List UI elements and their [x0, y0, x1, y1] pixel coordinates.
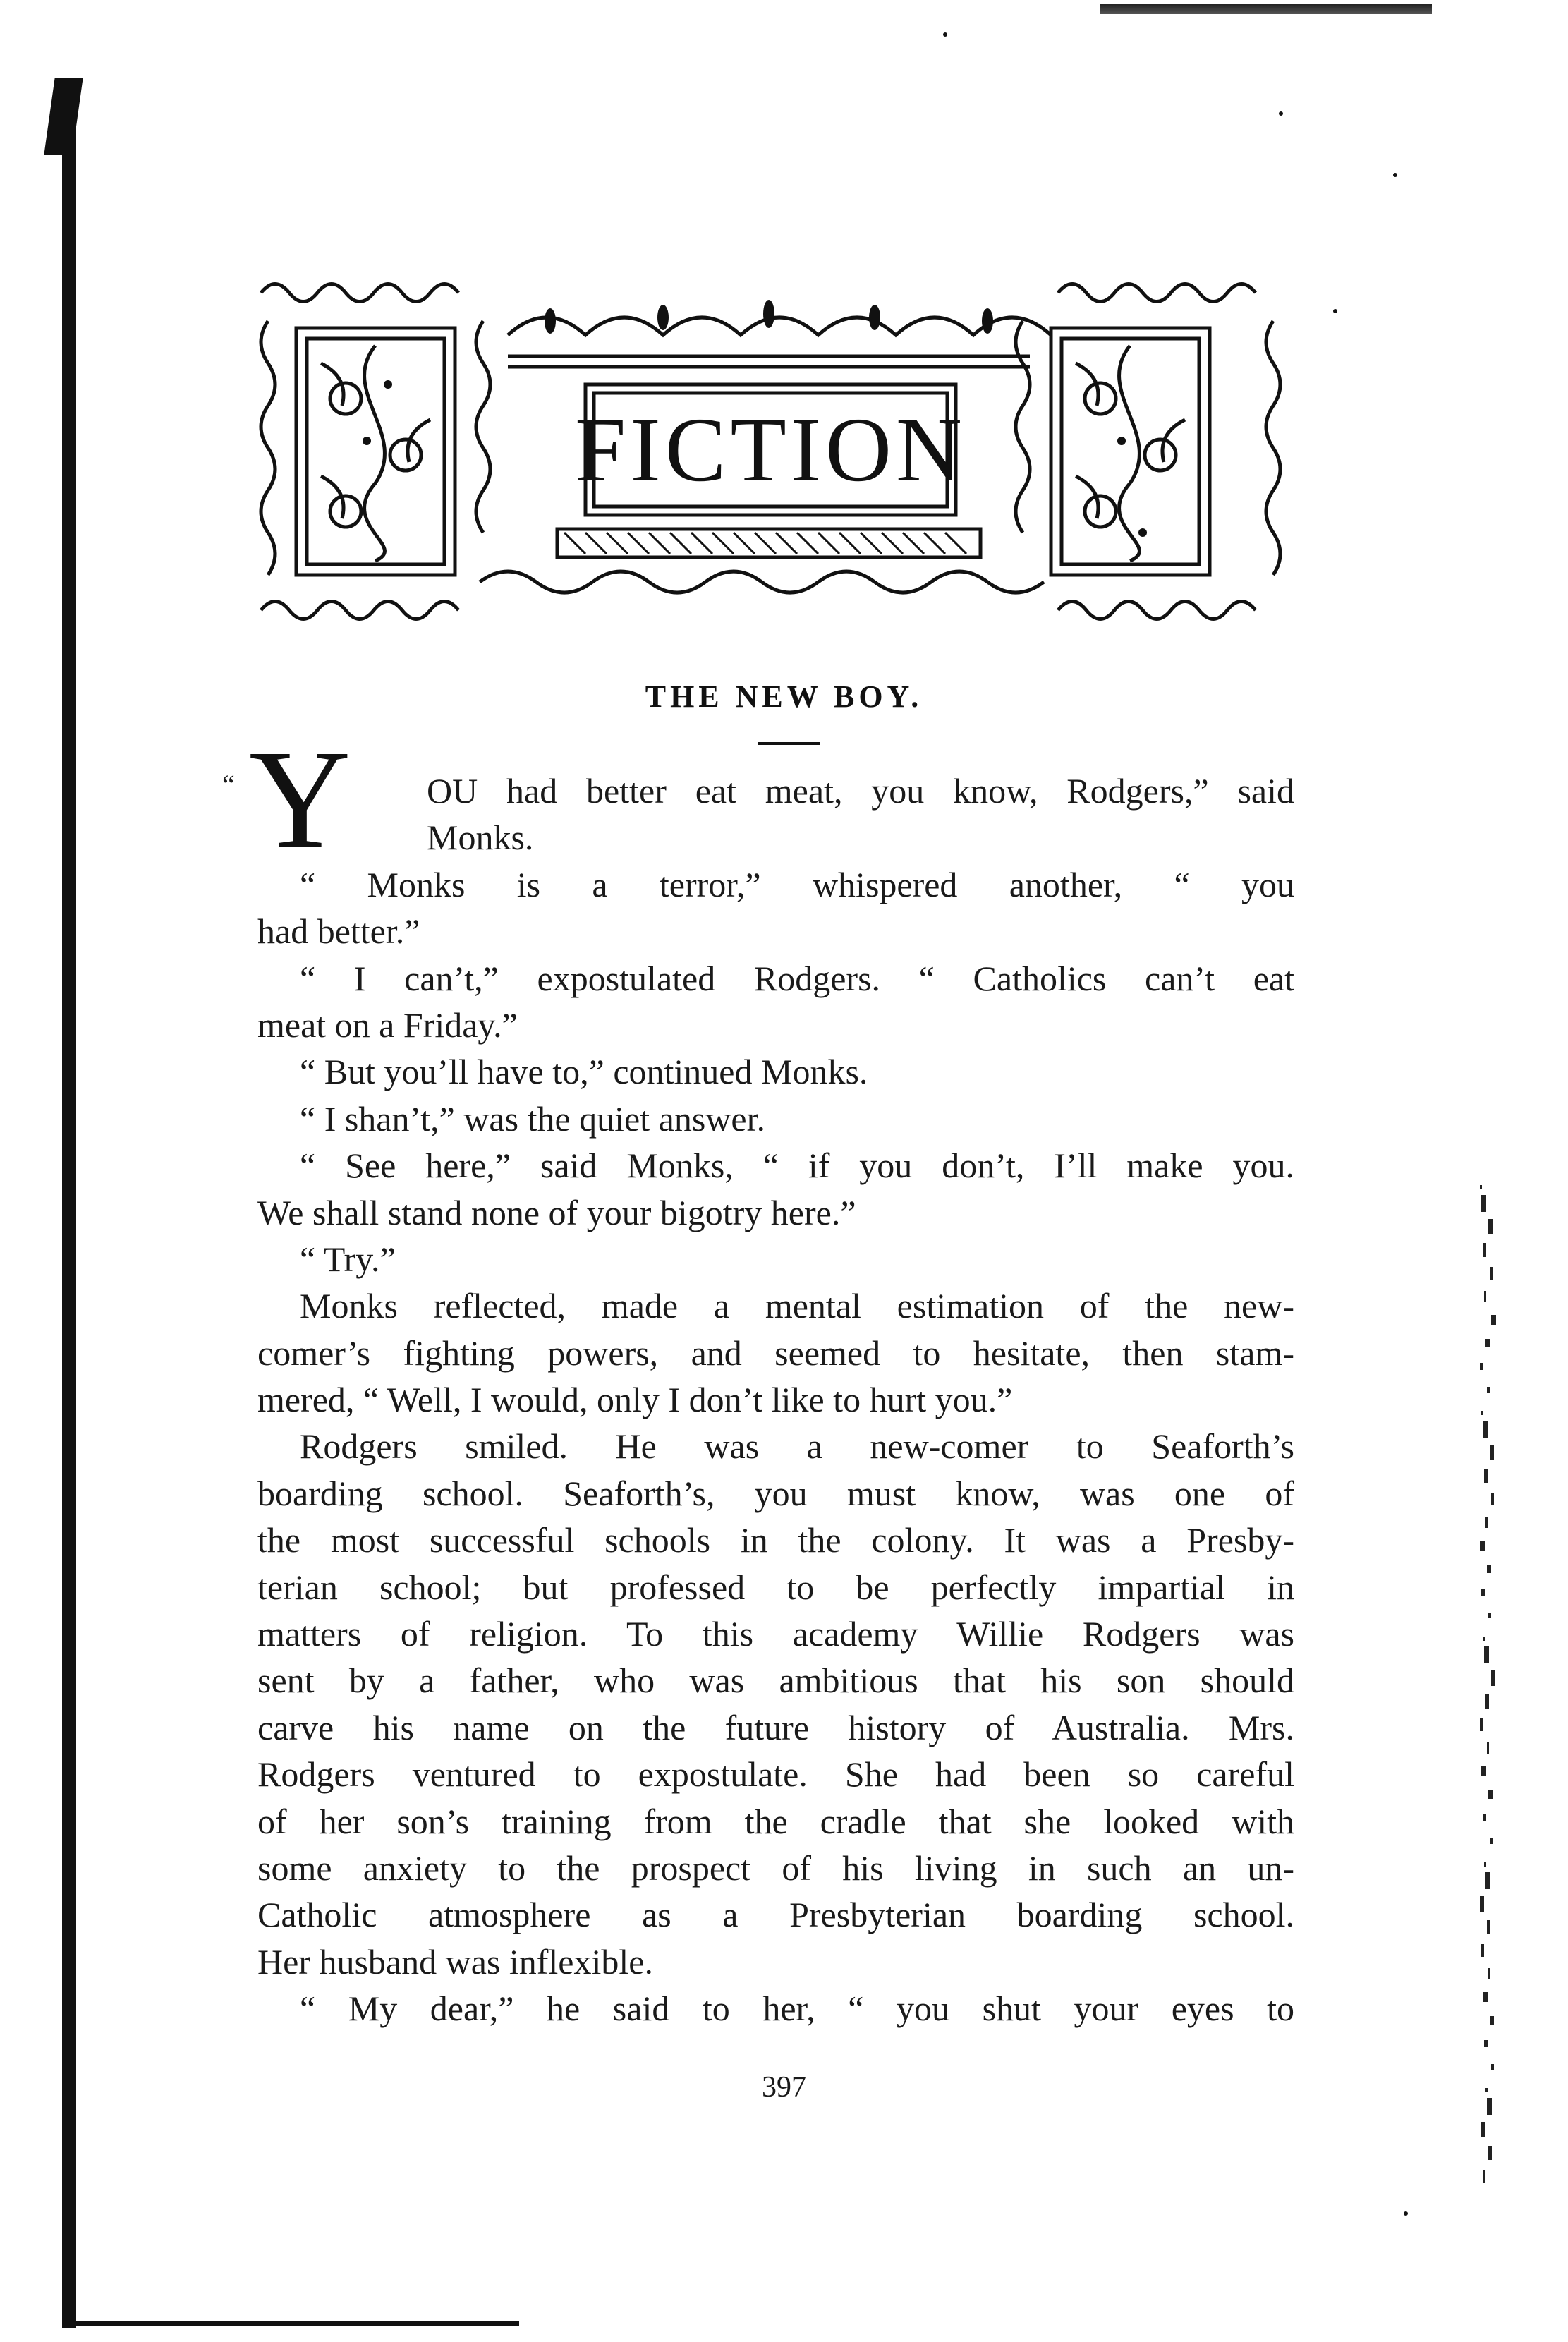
scan-speck: [1279, 111, 1283, 116]
scan-mark: [1484, 1291, 1486, 1302]
section-title: FICTION: [575, 399, 966, 501]
scan-mark: [1483, 2170, 1485, 2183]
scan-mark: [1480, 1185, 1482, 1189]
scan-mark: [1488, 2146, 1492, 2160]
scan-mark: [1485, 1694, 1489, 1709]
text-line: We shall stand none of your bigotry here.”: [257, 1192, 856, 1232]
scan-edge-bottom: [68, 2321, 519, 2326]
ornamental-header: [254, 279, 1287, 645]
scan-speck: [943, 32, 947, 37]
scan-mark: [1485, 1339, 1490, 1347]
scan-mark: [1481, 2122, 1485, 2137]
story-body: [222, 722, 1294, 2032]
scan-mark: [1483, 1243, 1486, 1257]
scan-mark: [1484, 1862, 1486, 1867]
scan-mark: [1484, 1646, 1489, 1663]
scan-mark: [1480, 1718, 1483, 1731]
scan-mark: [1488, 1968, 1490, 1979]
scan-mark: [1487, 1920, 1490, 1934]
scan-mark: [1481, 1766, 1486, 1776]
title-divider: [758, 742, 820, 745]
scan-mark: [1487, 1742, 1489, 1754]
scan-mark: [1491, 2064, 1494, 2070]
text-line: Rodgers ventured to expostulate. She had been so careful: [257, 1754, 1294, 1795]
scan-mark: [1488, 1613, 1491, 1618]
text-line: “ But you’ll have to,” continued Monks.: [300, 1052, 868, 1092]
scan-mark: [1490, 1838, 1493, 1844]
scan-marks-right: [1480, 1185, 1500, 2187]
scan-mark: [1481, 1411, 1483, 1415]
scan-mark: [1484, 2040, 1488, 2047]
scan-mark: [1490, 1445, 1494, 1460]
text-line: sent by a father, who was ambitious that his son should: [257, 1661, 1294, 1701]
scan-mark: [1490, 1267, 1493, 1280]
scan-mark: [1487, 1565, 1491, 1573]
text-line: had better.”: [257, 911, 420, 952]
text-line: “ Try.”: [300, 1239, 396, 1279]
text-line: Catholic atmosphere as a Presbyterian boarding school.: [257, 1895, 1294, 1935]
scan-mark: [1488, 1790, 1493, 1799]
scan-mark: [1483, 1992, 1488, 2002]
scan-mark: [1491, 1315, 1496, 1325]
scan-mark: [1483, 1814, 1486, 1821]
text-line: “ My dear,” he said to her, “ you shut your eyes to: [300, 1989, 1294, 2029]
text-line: “ I can’t,” expostulated Rodgers. “ Catholics can’t eat: [300, 958, 1294, 998]
scan-mark: [1483, 1421, 1488, 1438]
text-line: carve his name on the future history of Australia. Mrs.: [257, 1707, 1294, 1747]
text-line: mered, “ Well, I would, only I don’t like to hurt you.”: [257, 1380, 1013, 1420]
page-number: 397: [762, 2071, 806, 2104]
scan-mark: [1480, 1541, 1485, 1551]
text-line: some anxiety to the prospect of his living in such an un-: [257, 1847, 1294, 1888]
scan-speck: [1393, 173, 1397, 177]
dropcap-letter: Y: [249, 722, 351, 878]
text-line: comer’s fighting powers, and seemed to hesitate, then stam-: [257, 1333, 1294, 1373]
scan-mark: [1481, 1589, 1485, 1596]
text-line: terian school; but professed to be perfectly impartial in: [257, 1567, 1294, 1607]
scan-mark: [1481, 1944, 1484, 1957]
scan-mark: [1480, 1896, 1484, 1912]
scan-mark: [1488, 1219, 1493, 1234]
text-line: “ Monks is a terror,” whispered another, “ you: [300, 864, 1294, 904]
scan-mark: [1491, 1670, 1495, 1686]
text-line: Monks reflected, made a mental estimation of the new-: [300, 1286, 1294, 1326]
text-line: Rodgers smiled. He was a new-comer to Seaforth’s: [300, 1426, 1294, 1467]
scan-edge-top: [1100, 4, 1432, 14]
scan-speck: [1404, 2211, 1408, 2216]
scan-mark: [1481, 1195, 1486, 1212]
text-line: of her son’s training from the cradle that she looked with: [257, 1801, 1294, 1841]
text-line: OU had better eat meat, you know, Rodgers,” said: [427, 771, 1294, 811]
text-line: Monks.: [427, 818, 534, 858]
story-title: THE NEW BOY.: [645, 679, 923, 714]
text-line: boarding school. Seaforth’s, you must know, was one of: [257, 1473, 1294, 1513]
scan-mark: [1487, 1387, 1490, 1393]
scan-speck: [1333, 309, 1337, 313]
scan-mark: [1485, 1517, 1488, 1528]
scan-mark: [1485, 1872, 1490, 1889]
scan-mark: [1483, 1637, 1485, 1641]
scan-mark: [1491, 1493, 1494, 1505]
scan-mark: [1484, 1469, 1488, 1483]
scan-mark: [1490, 2016, 1494, 2025]
text-line: meat on a Friday.”: [257, 1005, 518, 1045]
scan-edge-left: [62, 92, 76, 2328]
text-line: matters of religion. To this academy Willie Rodgers was: [257, 1614, 1294, 1654]
text-line: Her husband was inflexible.: [257, 1941, 653, 1982]
text-line: “ I shan’t,” was the quiet answer.: [300, 1098, 765, 1139]
text-line: the most successful schools in the colony. It was a Presby-: [257, 1520, 1294, 1560]
dropcap-quote: “: [222, 769, 235, 801]
scan-mark: [1480, 1363, 1483, 1370]
text-line: “ See here,” said Monks, “ if you don’t, I’ll make you.: [300, 1146, 1294, 1186]
